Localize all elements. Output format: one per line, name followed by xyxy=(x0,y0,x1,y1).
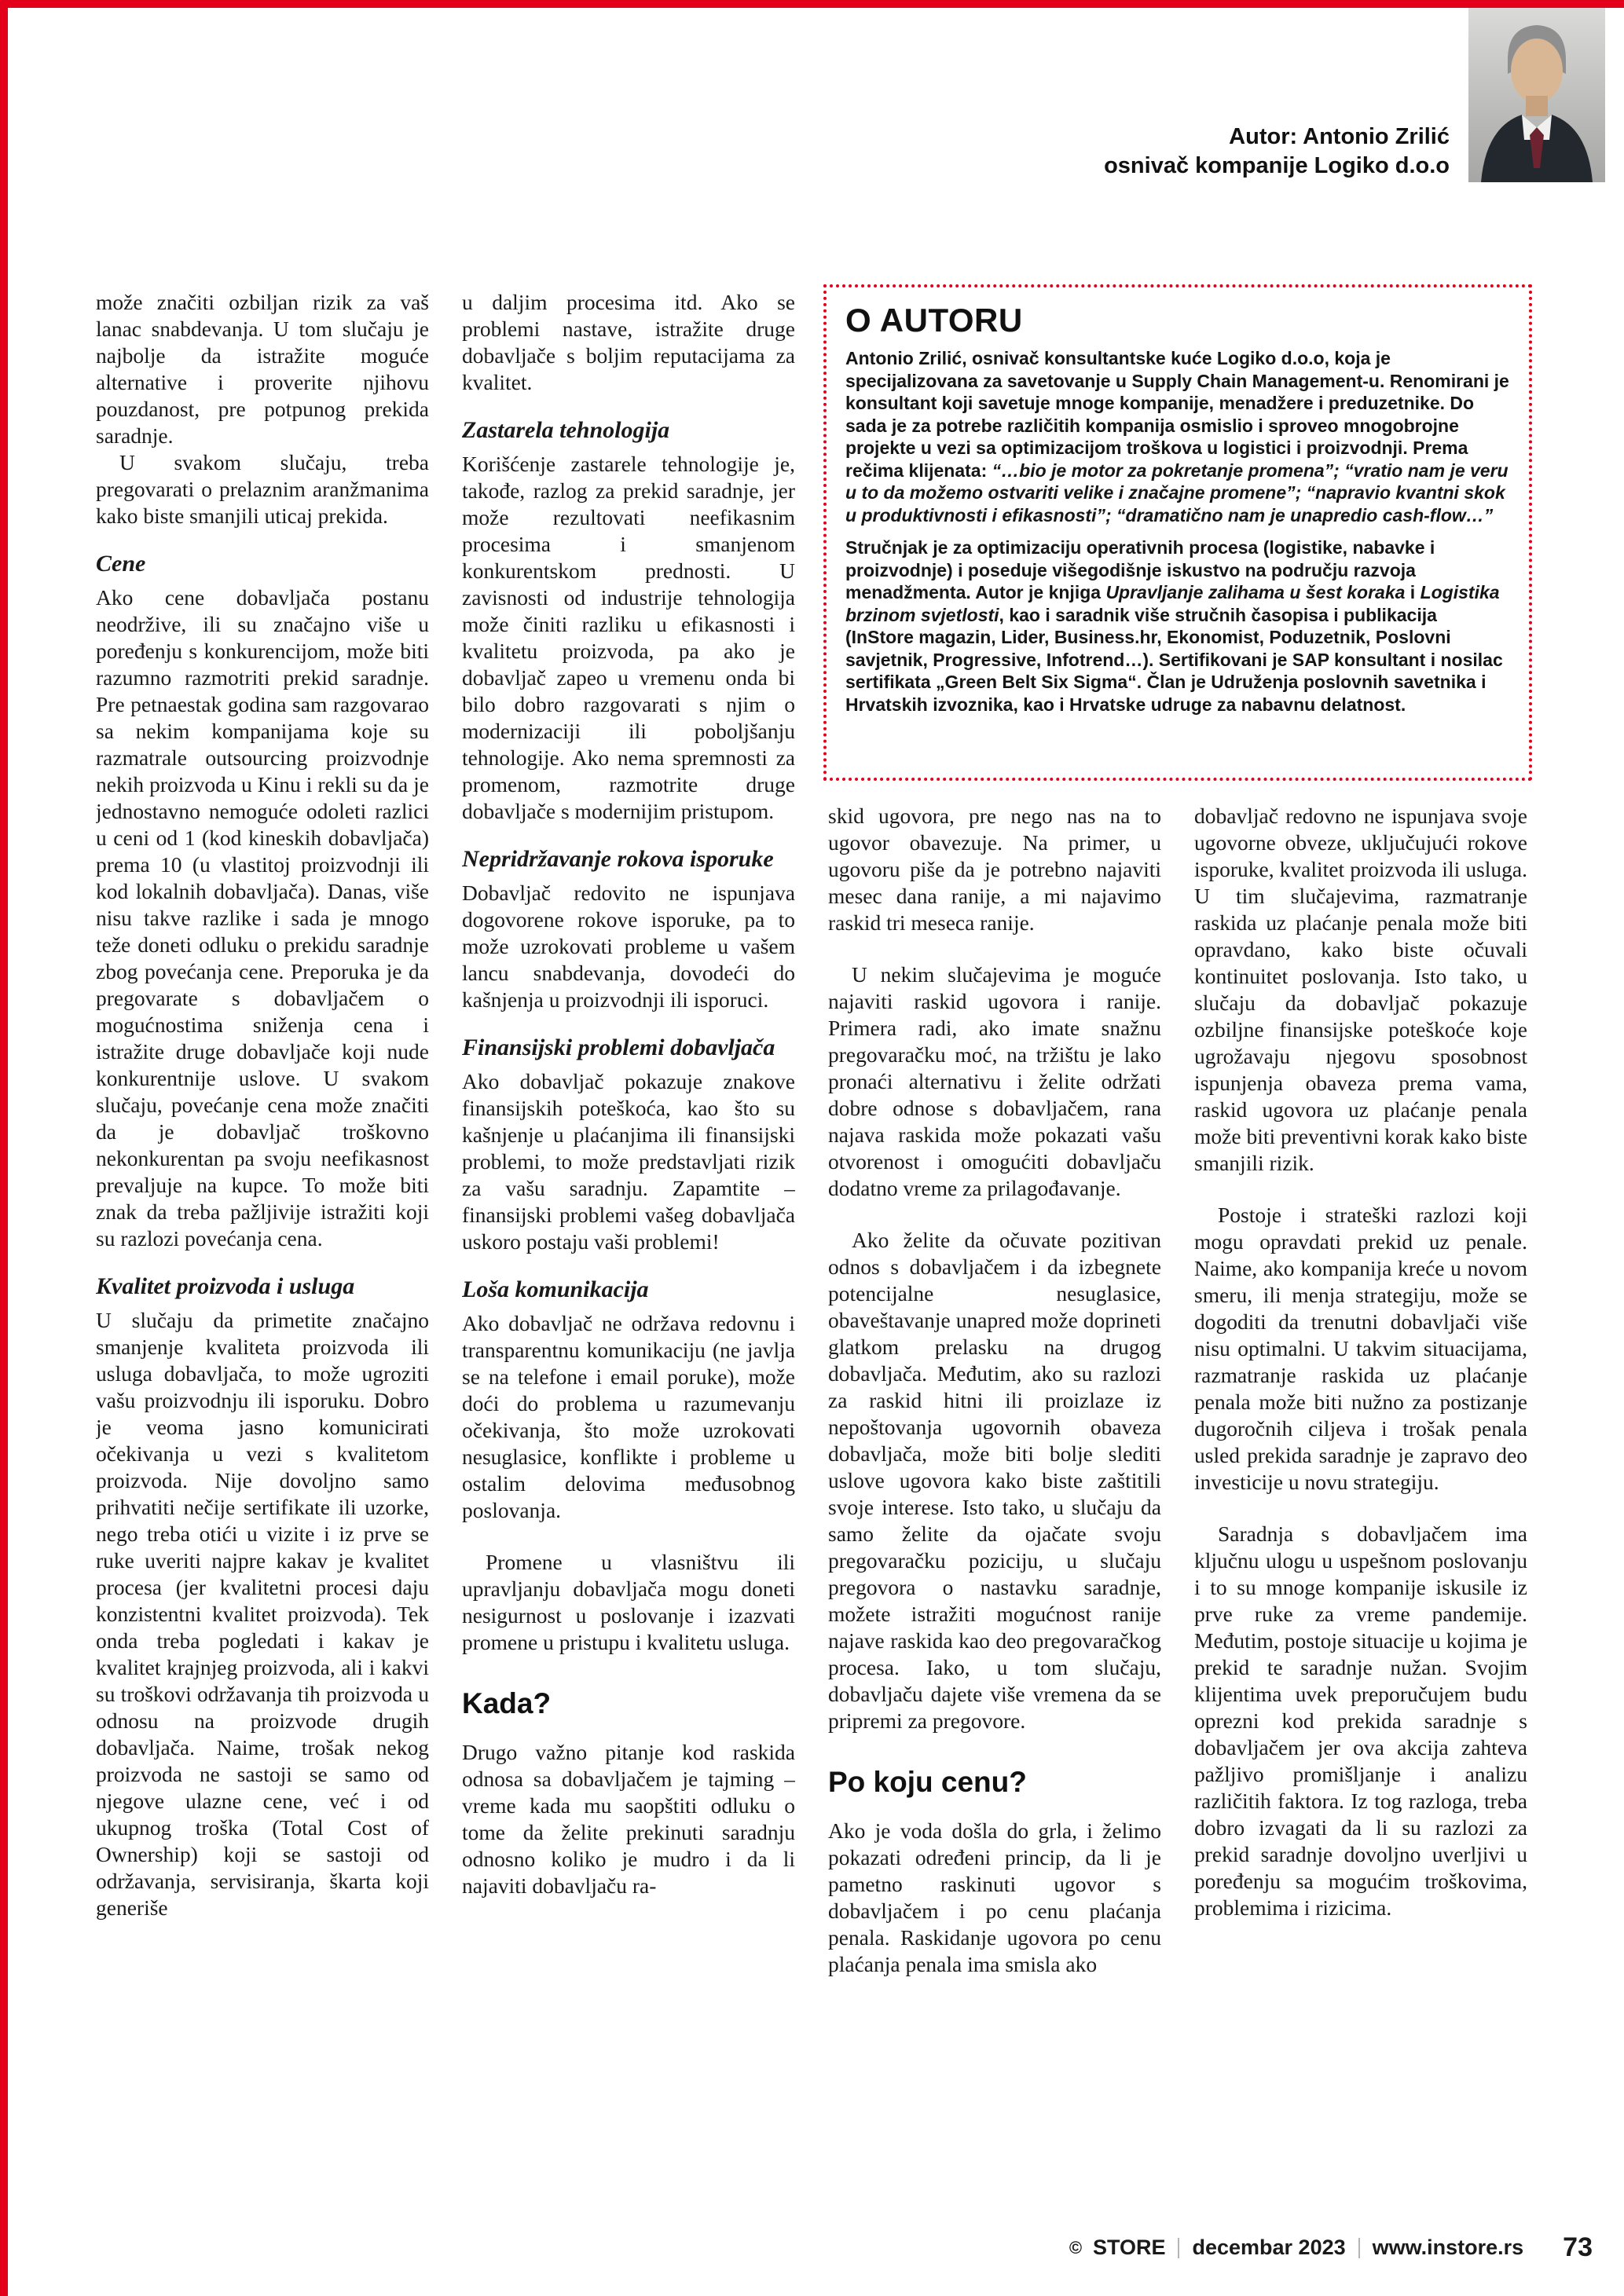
author-photo xyxy=(1468,8,1605,182)
top-accent-bar xyxy=(0,0,1624,8)
body-paragraph: Drugo važno pitanje kod raskida odnosa sa dobavljačem je tajming – vreme kada mu saopštiti odluku o tome da želite prekinuti saradnju odnosno koliko je mudro i da li najaviti dobavljaču ra- xyxy=(462,1740,795,1898)
author-bio-paragraph-1 xyxy=(845,347,1510,526)
author-bio-paragraph-2 xyxy=(845,536,1510,716)
body-paragraph: Dobavljač redovito ne ispunjava dogovorene rokove isporuke, pa to može uzrokovati probleme u vašem lancu snabdevanja, dovodeći do kašnjenja u proizvodnji ili isporuci. xyxy=(462,881,795,1012)
left-accent-bar xyxy=(0,0,8,2296)
body-paragraph: U svakom slučaju, treba pregovarati o prelaznim aranžmanima kako biste smanjili uticaj prekida. xyxy=(96,450,429,528)
body-paragraph: u daljim procesima itd. Ako se problemi nastave, istražite druge dobavljače s boljim reputacijama za kvalitet. xyxy=(462,290,795,394)
body-paragraph: U nekim slučajevima je moguće najaviti raskid ugovora i ranije. Primera radi, ako imate snažnu pregovaračku moć, na tržištu je lako pronaći alternativu i želite održati dobre odnose s dobavljačem, rana najava raskida može pokazati vašu otvorenost i omogućiti dobavljaču dodatno vreme za prilagođavanje. xyxy=(828,962,1161,1200)
body-paragraph: Ako dobavljač ne održava redovnu i transparentnu komunikaciju (ne javlja se na telefone i email poruke), može doći do problema u razumevanju očekivanja, što može uzrokovati nesuglasice, konflikte i probleme u ostalim delovima međusobnog poslovanja. xyxy=(462,1311,795,1522)
website-url: www.instore.rs xyxy=(1372,2236,1524,2259)
author-credit-line1: Autor: Antonio Zrilić xyxy=(1229,124,1450,149)
bio-text-segment: Stručnjak je za optimizaciju operativnih procesa (logistike, nabavke i proizvodnje) i poseduje višegodišnje iskustvo na području razvoja menadžmenta. Autor je knjiga xyxy=(845,537,1435,602)
body-paragraph: skid ugovora, pre nego nas na to ugovor obavezuje. Na primer, u ugovoru piše da je potrebno najaviti mesec dana ranije, a mi najavimo raskid tri meseca ranije. xyxy=(828,804,1161,935)
body-paragraph: Ako cene dobavljača postanu neodržive, ili su značajno više u poređenju s konkurencijom, može biti razumno razmotriti prekid saradnje. Pre petnaestak godina sam razgovarao sa nekim kompanijama koje su razmatrale outsourcing proizvodnje nekih proizvoda u Kinu i rekli su da je jednostavno nemoguće odoleti razlici u ceni od 1 (kod kineskih dobavljača) prema 10 (u vlastitoj proizvodnji ili kod lokalnih dobavljača). Danas, više nisu takve razlike i sada je mnogo teže doneti odluku o prekidu saradnje zbog povećanja cene. Preporuka je da pregovarate s dobavljačem o mogućnostima sniženja cena i istražite druge dobavljače koji nude konkurentnije uslove. U svakom slučaju, povećanje cena može značiti da je dobavljač troškovno nekonkurentan pa svoju neefikasnost prevaljuje na kupce. To može biti znak da treba pažljivije istražiti koji su razlozi povećanja cena. xyxy=(96,585,429,1251)
section-heading-large: Po koju cenu? xyxy=(828,1766,1027,1798)
bio-text-segment: “…bio je motor za pokretanje promena”; “vratio nam je veru u to da možemo ostvariti velike i značajne promene”; “napravio kvantni skok u produktivnosti i efikasnosti”; “dramatično nam je unapredio cash-flow…” xyxy=(845,460,1509,525)
issue-date: decembar 2023 xyxy=(1192,2236,1346,2259)
section-heading: Kvalitet proizvoda i usluga xyxy=(96,1273,355,1299)
body-paragraph: Saradnja s dobavljačem ima ključnu ulogu u uspešnom poslovanju i to su mnoge kompanije iskusile iz prve ruke za vreme pandemije. Međutim, postoje situacije u kojima je prekid te saradnje nužan. Svojim klijentima uvek preporučujem budu oprezni kod prekida saradnje s dobavljačem jer ova akcija zahteva pažljivo promišljanje i analizu različitih faktora. Iz tog razloga, treba dobro izvagati da li su razlozi za prekid saradnje dovoljno uverljivi u poređenju sa mogućim troškovima, problemima i rizicima. xyxy=(1194,1522,1527,1920)
body-paragraph: Promene u vlasništvu ili upravljanju dobavljača mogu doneti nesigurnost u poslovanje i izazvati promene u pristupu i kvalitetu usluga. xyxy=(462,1550,795,1654)
text-column-4 xyxy=(1194,803,1527,2217)
body-paragraph: Korišćenje zastarele tehnologije je, takođe, razlog za prekid saradnje, jer može rezultovati neefikasnim procesima i smanjenom konkurentskom prednosti. U zavisnosti od industrije tehnologija može činiti razliku u efikasnosti i kvalitetu proizvoda, pa ako je dobavljač zapeo u vremenu onda bi bilo dobro razgovarati s njim o modernizaciji ili poboljšanju tehnologije. Ako nema spremnosti za promenom, razmotrite druge dobavljače s modernijim pristupom. xyxy=(462,452,795,823)
bio-text-segment: Upravljanje zalihama u šest koraka xyxy=(1105,582,1406,602)
text-column-3 xyxy=(828,803,1161,2217)
author-box-title: O AUTORU xyxy=(845,302,1023,339)
author-box xyxy=(823,284,1532,781)
body-paragraph: Ako želite da očuvate pozitivan odnos s dobavljačem i da izbegnete potencijalne nesuglasice, obaveštavanje unapred može doprineti glatkom prelasku na drugog dobavljača. Međutim, ako su razlozi za raskid hitni ili proizlaze iz nepoštovanja ugovornih obaveza dobavljača, može biti bolje slediti uslove ugovora kako biste zaštitili svoje interese. Isto tako, u slučaju da samo želite da ojačate svoju pregovaračku poziciju, u slučaju pregovora o nastavku saradnje, možete istražiti mogućnost ranije najave raskida kao deo pregovaračkog procesa. Iako, u tom slučaju, dobavljaču dajete više vremena da se pripremi za pregovore. xyxy=(828,1228,1161,1733)
body-paragraph: Ako je voda došla do grla, i želimo pokazati određeni princip, da li je pametno raskinuti ugovor s dobavljačem i po cenu plaćanja penala. Raskidanje ugovora po cenu plaćanja penala ima smisla ako xyxy=(828,1818,1161,1976)
body-paragraph: Ako dobavljač pokazuje znakove finansijskih poteškoća, kao što su kašnjenje u plaćanjima ili finansijski problemi, to može predstavljati rizik za vašu saradnju. Zapamtite – finansijski problemi vašeg dobavljača uskoro postaju vaši problemi! xyxy=(462,1069,795,1254)
body-paragraph: može značiti ozbiljan rizik za vaš lanac snabdevanja. U tom slučaju je najbolje da istražite moguće alternative i proverite njihovu pouzdanost, pre potpunog prekida saradnje. xyxy=(96,290,429,448)
section-heading-large: Kada? xyxy=(462,1687,552,1719)
bio-text-segment: , kao i saradnik više stručnih časopisa i publikacija (InStore magazin, Lider, Business.hr, Ekonomist, Poduzetnik, Poslovni savjetnik, Progressive, Infotrend…). Sertifikovani je SAP konsultant i nosilac sertifikata „Green Belt Six Sigma“. Član je Udruženja poslovnih savetnika i Hrvatskih izvoznika, kao i Hrvatske udruge za nabavnu delatnost. xyxy=(845,604,1503,715)
text-column-1 xyxy=(96,289,429,2214)
person-portrait-illustration xyxy=(1468,8,1605,182)
section-heading: Nepridržavanje rokova isporuke xyxy=(462,846,774,872)
page-number: 73 xyxy=(1563,2232,1593,2262)
bio-text-segment: Antonio Zrilić, osnivač konsultantske kuće Logiko d.o.o, koja je specijalizovana za savetovanje u Supply Chain Management-u. Renomirani je konsultant koji savetuje mnoge kompanije, menadžere i preduzetnike. Do sada je za potrebe različitih kompanija osmislio i sproveo mnogobrojne projekte u vezi sa optimizacijom troškova u logistici i proizvodnji. Prema rečima klijenata: xyxy=(845,348,1509,481)
section-heading: Zastarela tehnologija xyxy=(462,417,670,443)
footer-divider xyxy=(1178,2238,1179,2258)
section-heading: Finansijski problemi dobavljača xyxy=(462,1034,775,1060)
section-heading: Loša komunikacija xyxy=(462,1276,649,1302)
section-heading: Cene xyxy=(96,551,146,577)
store-logo-icon: © xyxy=(1069,2237,1083,2258)
body-paragraph: Postoje i strateški razlozi koji mogu opravdati prekid uz penale. Naime, ako kompanija kreće u novom smeru, ili menja strategiju, može se dogoditi da trenutni dobavljači više nisu optimalni. U takvim situacijama, razmatranje raskida uz plaćanje penala može biti nužno za postizanje dugoročnih ciljeva i trošak penala usled prekida saradnje je zapravo deo investicije u novu strategiju. xyxy=(1194,1203,1527,1494)
brand-name: STORE xyxy=(1092,2236,1166,2259)
footer-divider xyxy=(1358,2238,1360,2258)
author-credit-line2: osnivač kompanije Logiko d.o.o xyxy=(1104,153,1450,178)
page-footer xyxy=(96,2232,1593,2263)
author-credit xyxy=(1104,123,1450,181)
text-column-2 xyxy=(462,289,795,2214)
bio-text-segment: Logistika brzinom svjetlosti xyxy=(845,582,1500,625)
body-paragraph: U slučaju da primetite značajno smanjenje kvaliteta proizvoda ili usluga dobavljača, to može ugroziti vašu proizvodnju ili isporuku. Dobro je veoma jasno komunicirati očekivanja u vezi s kvalitetom proizvoda. Nije dovoljno samo prihvatiti nečije sertifikate ili uzorke, nego treba otići u vizite i iz prve se ruke uveriti najpre kakav je kvalitet procesa (jer kvalitetni procesi daju konzistentni kvalitet proizvoda). Tek onda treba pogledati i kakav je kvalitet krajnjeg proizvoda, ali i kakvi su troškovi održavanja tih proizvoda u odnosu na proizvode drugih dobavljača. Naime, trošak nekog proizvoda ne sastoji se samo od njegove ulazne cene, već i od ukupnog troška (Total Cost of Ownership) koji se sastoji od održavanja, servisiranja, škarta koji generiše xyxy=(96,1308,429,1920)
body-paragraph: dobavljač redovno ne ispunjava svoje ugovorne obveze, uključujući rokove isporuke, kvalitet proizvoda ili usluga. U tim slučajevima, razmatranje raskida uz plaćanje penala može biti opravdano, kako biste očuvali kontinuitet poslovanja. Isto tako, u slučaju da dobavljač pokazuje ozbiljne finansijske poteškoće koje ugrožavaju njegovu sposobnost ispunjenja obaveza prema vama, raskid ugovora uz plaćanje penala može biti preventivni korak kako biste smanjili rizik. xyxy=(1194,804,1527,1175)
bio-text-segment: i xyxy=(1405,582,1421,602)
store-brand xyxy=(1064,2236,1166,2260)
